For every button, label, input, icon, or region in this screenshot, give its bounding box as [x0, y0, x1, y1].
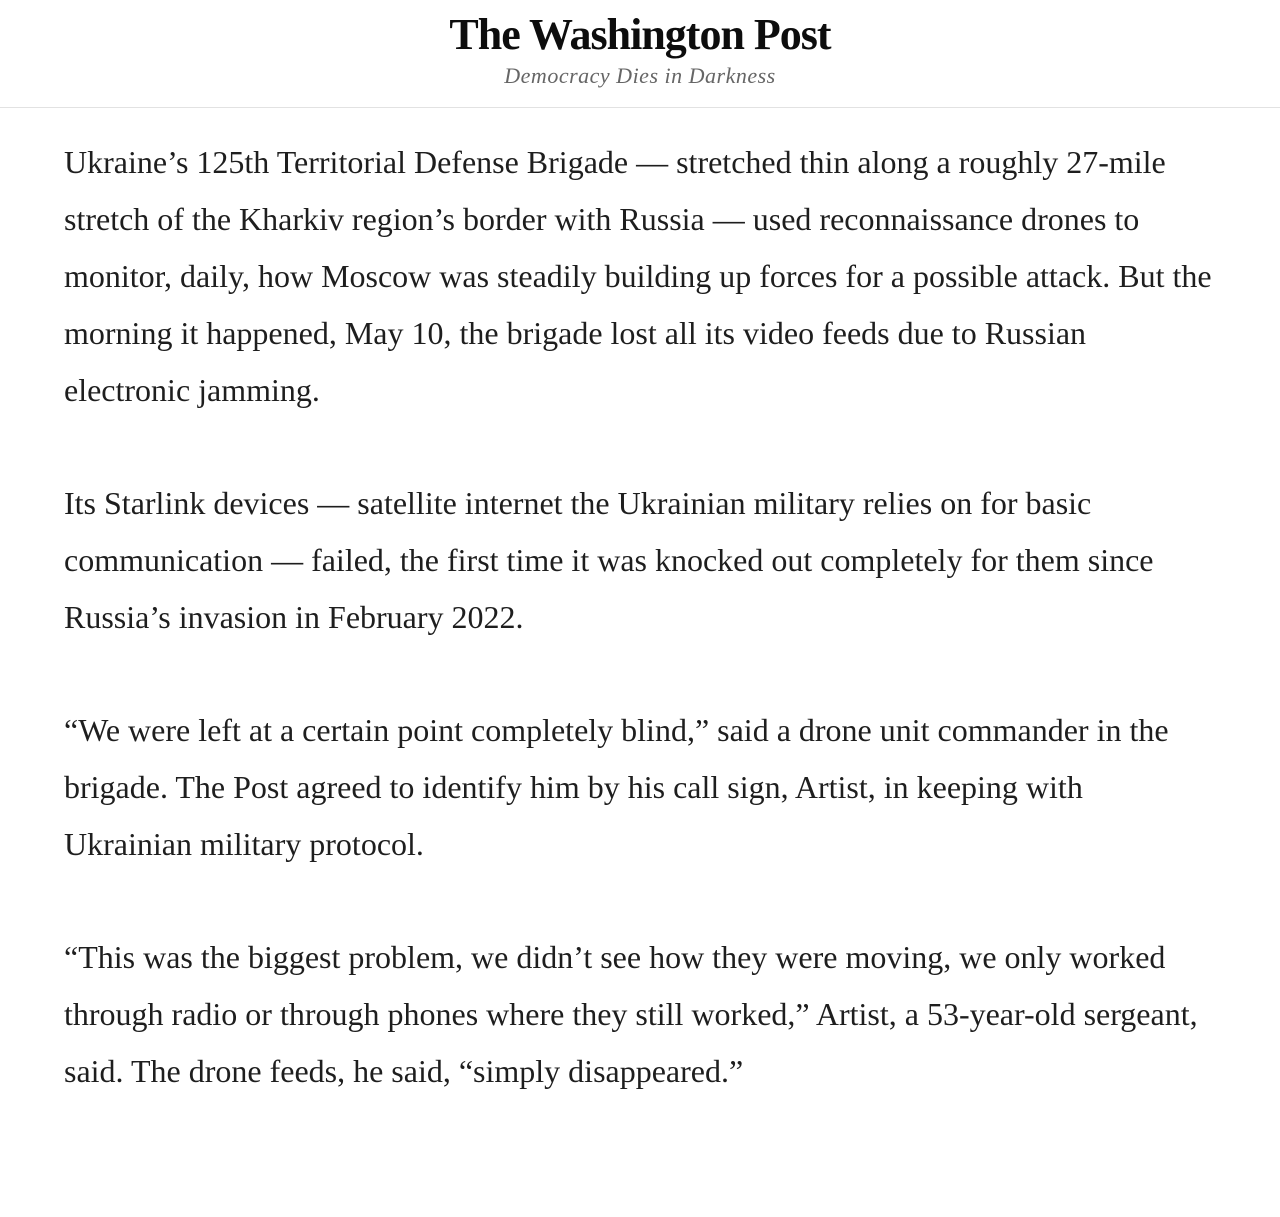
masthead — [0, 0, 1280, 90]
article-paragraph-2: Its Starlink devices — satellite internet the Ukrainian military relies on for basic communication — failed, the first time it was knocked out completely for them since Russia’s invasion in February 2022. — [64, 484, 1154, 635]
article-paragraph-3: “We were left at a certain point completely blind,” said a drone unit commander in the brigade. The Post agreed to identify him by his call sign, Artist, in keeping with Ukrainian military protocol. — [64, 711, 1169, 862]
article-paragraph-4: “This was the biggest problem, we didn’t see how they were moving, we only worked through radio or through phones where they still worked,” Artist, a 53-year-old sergeant, said. The drone feeds, he said, “simply disappeared.” — [64, 938, 1198, 1089]
article-body — [0, 108, 1280, 1140]
washington-post-logo[interactable]: The Washington Post — [449, 10, 831, 59]
masthead-tagline: Democracy Dies in Darkness — [504, 63, 776, 89]
article-paragraph-1: Ukraine’s 125th Territorial Defense Brigade — stretched thin along a roughly 27-mile stretch of the Kharkiv region’s border with Russia — used reconnaissance drones to monitor, daily, how Moscow was steadily building up forces for a possible attack. But the morning it happened, May 10, the brigade lost all its video feeds due to Russian electronic jamming. — [64, 143, 1212, 408]
